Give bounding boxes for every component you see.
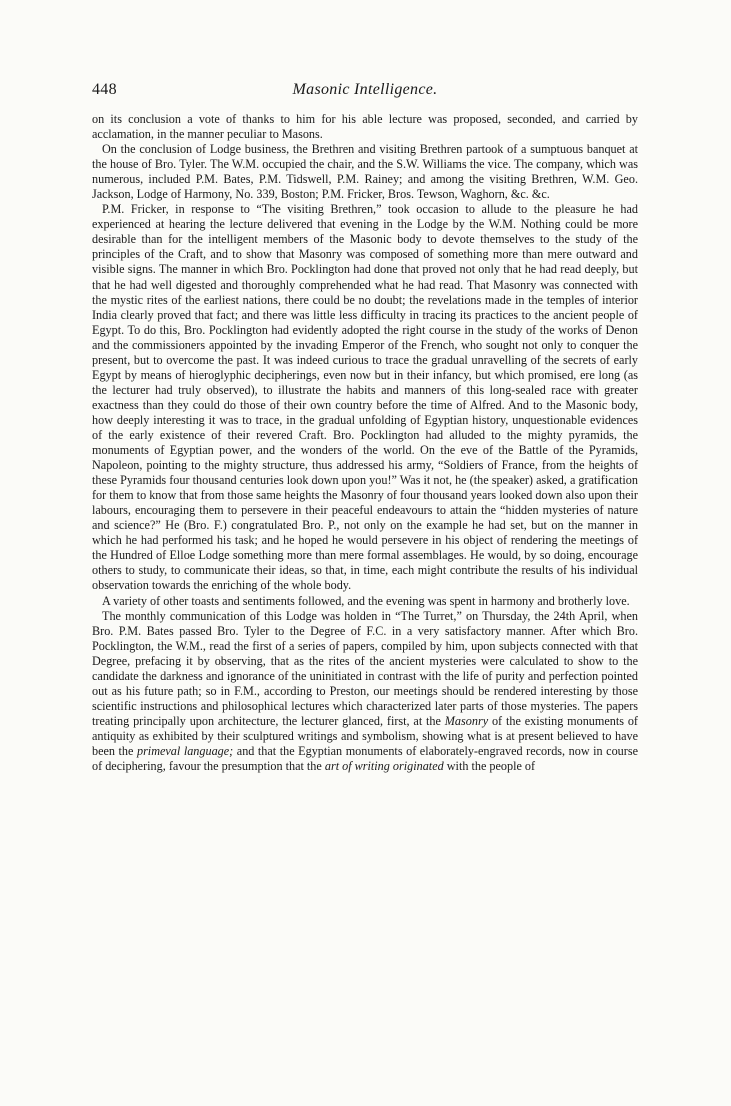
paragraph-4: A variety of other toasts and sentiments followed, and the evening was spent in harmony and brotherly love.	[102, 593, 630, 608]
paragraph-5-text-a: The monthly communication of this Lodge was holden in “The Turret,” on Thursday, the 24th April, when Bro. P.M. Bates passed Bro. Tyler to the Degree of F.C. in a very satisfactory manner. After which Bro. Pocklington, the W.M., read the first of a series of papers, compiled by him, upon subjects connected with that Degree, prefacing it by observing, that as the rites of the ancient mysteries were calculated to show to the candidate the darkness and ignorance of the uninitiated in contrast with the life of purity and perfection pointed out as his future path; so in F.M., according to Preston, our meetings should be rendered interesting by those scientific instructions and philosophical lectures which characterized later parts of those mysteries. The papers treating principally upon architecture, the lecturer glanced, first, at the	[92, 608, 638, 728]
paragraph-5-text-d: with the people of	[443, 759, 536, 774]
paragraph-3: P.M. Fricker, in response to “The visiting Brethren,” took occasion to allude to the pleasure he had experienced at hearing the lecture delivered that evening in the Lodge by the W.M. Nothing could be more desirable than for the intelligent members of the Masonic body to devote themselves to the study of the principles of the Craft, and to show that Masonry was composed of something more than mere outward and visible signs. The manner in which Bro. Pocklington had done that proved not only that he had read deeply, but that he had well digested and thoroughly comprehended what he had read. That Masonry was connected with the mystic rites of the earliest nations, there could be no doubt; the revelations made in the temples of interior India clearly proved that fact; and there was little less difficulty in tracing its practices to the ancient people of Egypt. To do this, Bro. Pocklington had evidently adopted the right course in the study of the works of Denon and the commissioners appointed by the invading Emperor of the French, who sought not only to conquer the present, but to overcome the past. It was indeed curious to trace the gradual unravelling of the secrets of early Egypt by means of hieroglyphic decipherings, even now but in their infancy, but which promised, ere long (as the lecturer had truly observed), to illustrate the habits and manners of this long-sealed race with greater exactness than they could do those of their own country before the time of Alfred. And to the Masonic body, how deeply interesting it was to trace, in the gradual unfolding of Egyptian history, unquestionable evidences of the early existence of their revered Craft. Bro. Pocklington had alluded to the mighty pyramids, the monuments of Egyptian power, and the wonders of the world. On the eve of the Battle of the Pyramids, Napoleon, pointing to the mighty structure, thus addressed his army, “Soldiers of France, from the heights of these Pyramids four thousand centuries look down upon you!” Was it not, he (the speaker) asked, a gratification for them to know that from those same heights the Masonry of four thousand years looked down also upon their labours, encouraging them to persevere in their peaceful endeavours to attain the “hidden mysteries of nature and science?” He (Bro. F.) congratulated Bro. P., not only on the example he had set, but on the manner in which he had performed his task; and he hoped he would persevere in his object of rendering the meetings of the Hundred of Elloe Lodge something more than mere formal assemblages. He would, by so doing, encourage others to study, to communicate their ideas, so that, in time, each might contribute the results of his individual observation towards the enriching of the whole body.	[92, 202, 638, 593]
paragraph-5-italic-language: primeval language;	[136, 743, 234, 758]
page-header	[92, 80, 638, 104]
running-title: Masonic Intelligence.	[292, 81, 438, 98]
article-body	[92, 112, 638, 774]
paragraph-5-text-b: of the existing monuments of antiquity as exhibited by their sculptured writings and symbolism, showing what is at present believed to have been the	[92, 713, 638, 758]
paragraph-5-text-c: and that the Egyptian monuments of elaborately-engraved records, now in course of deciphering, favour the presumption that the	[92, 743, 638, 774]
paragraph-2: On the conclusion of Lodge business, the Brethren and visiting Brethren partook of a sumptuous banquet at the house of Bro. Tyler. The W.M. occupied the chair, and the S.W. Williams the vice. The company, which was numerous, included P.M. Bates, P.M. Tidswell, P.M. Rainey; and among the visiting Brethren, W.M. Geo. Jackson, Lodge of Harmony, No. 339, Boston; P.M. Fricker, Bros. Tewson, Waghorn, &c. &c.	[92, 142, 638, 202]
paragraph-5	[92, 609, 638, 775]
paragraph-5-italic-writing: art of writing originated	[324, 759, 444, 774]
paragraph-1: on its conclusion a vote of thanks to him for his able lecture was proposed, seconded, and carried by acclamation, in the manner peculiar to Masons.	[92, 112, 638, 142]
page-number: 448	[92, 81, 117, 98]
paragraph-5-italic-masonry: Masonry	[444, 713, 489, 728]
